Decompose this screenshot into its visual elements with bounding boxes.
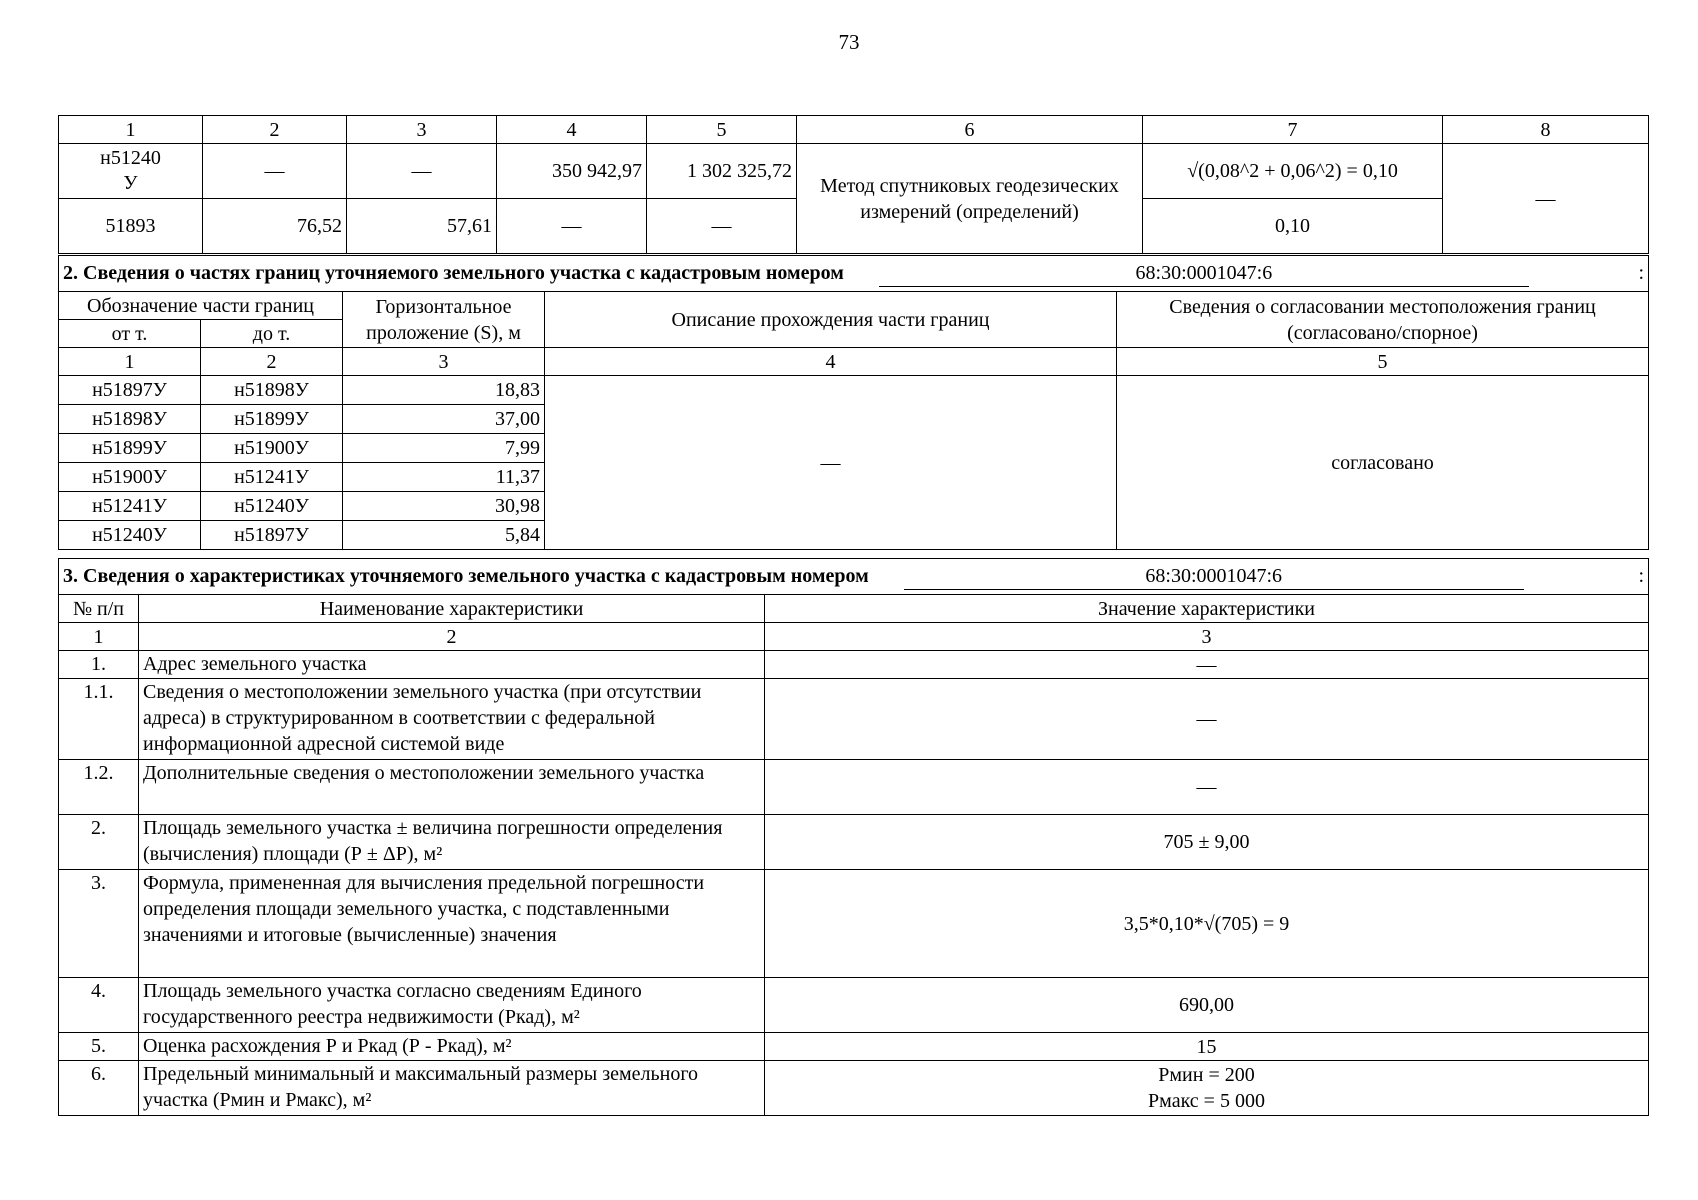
- designation-header: Обозначение части границ: [59, 292, 343, 320]
- cell-value: 76,52: [203, 199, 347, 254]
- name-header: Наименование характеристики: [139, 595, 765, 623]
- col-number: 1: [59, 348, 201, 376]
- table-row: [59, 815, 1649, 870]
- section3-table: [58, 558, 1649, 1116]
- characteristic-name: Адрес земельного участка: [139, 651, 765, 679]
- characteristic-value: 3,5*0,10*√(705) = 9: [765, 870, 1649, 978]
- distance: 37,00: [343, 405, 545, 434]
- col-number: 5: [1117, 348, 1649, 376]
- precision-value: 0,10: [1143, 199, 1443, 254]
- cell-value: —: [347, 144, 497, 199]
- row-number: 5.: [59, 1033, 139, 1061]
- section2-table: [58, 255, 1649, 550]
- characteristic-name: Оценка расхождения Р и Ркад (Р - Ркад), м²: [139, 1033, 765, 1061]
- table-row: [59, 870, 1649, 978]
- distance: 18,83: [343, 376, 545, 405]
- to-point: н51899У: [201, 405, 343, 434]
- col-number: 4: [497, 116, 647, 144]
- distance: 5,84: [343, 521, 545, 550]
- section3-cadastral: 68:30:0001047:6: [904, 563, 1524, 590]
- col-number: 1: [59, 116, 203, 144]
- col-number: 1: [59, 623, 139, 651]
- to-point: н51900У: [201, 434, 343, 463]
- distance: 7,99: [343, 434, 545, 463]
- col-number: 2: [201, 348, 343, 376]
- col-number: 3: [347, 116, 497, 144]
- boundary-table: [58, 115, 1649, 254]
- point-name: н51240 У: [59, 144, 203, 199]
- row-number: 1.1.: [59, 679, 139, 760]
- col-number: 8: [1443, 116, 1649, 144]
- from-point: н51899У: [59, 434, 201, 463]
- characteristic-value: 15: [765, 1033, 1649, 1061]
- description-header: Описание прохождения части границ: [545, 292, 1117, 348]
- page-number: 73: [838, 30, 860, 54]
- from-point: н51897У: [59, 376, 201, 405]
- to-point: н51898У: [201, 376, 343, 405]
- characteristic-value: —: [765, 760, 1649, 815]
- characteristic-value: —: [765, 651, 1649, 679]
- table-row: [59, 760, 1649, 815]
- to-point: н51241У: [201, 463, 343, 492]
- characteristic-value: 690,00: [765, 978, 1649, 1033]
- characteristic-name: Площадь земельного участка ± величина погрешности определения (вычисления) площади (Р ± ΔР), м²: [139, 815, 765, 870]
- precision-formula: √(0,08^2 + 0,06^2) = 0,10: [1143, 144, 1443, 199]
- section2-heading: [59, 256, 1649, 292]
- from-header: от т.: [59, 320, 201, 348]
- row-number: 1.: [59, 651, 139, 679]
- to-point: н51897У: [201, 521, 343, 550]
- col8-value: —: [1443, 144, 1649, 254]
- characteristic-name: Предельный минимальный и максимальный размеры земельного участка (Рмин и Рмакс), м²: [139, 1061, 765, 1116]
- agreement-value: согласовано: [1117, 376, 1649, 550]
- col-number: 5: [647, 116, 797, 144]
- value-header: Значение характеристики: [765, 595, 1649, 623]
- characteristic-value: 705 ± 9,00: [765, 815, 1649, 870]
- table-row: [59, 978, 1649, 1033]
- horizontal-header: Горизонтальное проложение (S), м: [343, 292, 545, 348]
- section2-title: 2. Сведения о частях границ уточняемого земельного участка с кадастровым номером: [63, 262, 844, 284]
- row-number: 1.2.: [59, 760, 139, 815]
- col-number: 6: [797, 116, 1143, 144]
- row-number: 4.: [59, 978, 139, 1033]
- to-header: до т.: [201, 320, 343, 348]
- col-number: 4: [545, 348, 1117, 376]
- section2-cadastral: 68:30:0001047:6: [879, 260, 1529, 287]
- coord-y: —: [647, 199, 797, 254]
- num-header: № п/п: [59, 595, 139, 623]
- agreement-header: Сведения о согласовании местоположения границ (согласовано/спорное): [1117, 292, 1649, 348]
- col-number: 7: [1143, 116, 1443, 144]
- section2-colon: :: [1638, 262, 1645, 284]
- row-number: 2.: [59, 815, 139, 870]
- table-row: [59, 1061, 1649, 1116]
- from-point: н51900У: [59, 463, 201, 492]
- from-point: н51241У: [59, 492, 201, 521]
- min-size: Рмин = 200: [1158, 1064, 1255, 1086]
- characteristic-value: —: [765, 679, 1649, 760]
- coord-x: —: [497, 199, 647, 254]
- characteristic-name: Дополнительные сведения о местоположении земельного участка: [139, 760, 765, 815]
- section3-title: 3. Сведения о характеристиках уточняемого земельного участка с кадастровым номером: [63, 565, 869, 587]
- characteristic-name: Формула, примененная для вычисления предельной погрешности определения площади земельного участка, с подставленными значениями и итоговые (вычисленные) значения: [139, 870, 765, 978]
- coord-x: 350 942,97: [497, 144, 647, 199]
- section3-heading: [59, 559, 1649, 595]
- from-point: н51240У: [59, 521, 201, 550]
- point-name: 51893: [59, 199, 203, 254]
- cell-value: —: [203, 144, 347, 199]
- table-row: [59, 651, 1649, 679]
- table-row: [59, 376, 1649, 405]
- characteristic-name: Площадь земельного участка согласно сведениям Единого государственного реестра недвижимости (Ркад), м²: [139, 978, 765, 1033]
- col-number: 2: [139, 623, 765, 651]
- max-size: Рмакс = 5 000: [1148, 1090, 1265, 1112]
- from-point: н51898У: [59, 405, 201, 434]
- col-number: 2: [203, 116, 347, 144]
- col-number: 3: [765, 623, 1649, 651]
- cell-value: 57,61: [347, 199, 497, 254]
- distance: 30,98: [343, 492, 545, 521]
- table-row: [59, 679, 1649, 760]
- section3-colon: :: [1638, 565, 1644, 587]
- coord-y: 1 302 325,72: [647, 144, 797, 199]
- col-number: 3: [343, 348, 545, 376]
- description-value: —: [545, 376, 1117, 550]
- characteristic-name: Сведения о местоположении земельного участка (при отсутствии адреса) в структурированном в соответствии с федеральной информационной адресной системой виде: [139, 679, 765, 760]
- row-number: 3.: [59, 870, 139, 978]
- to-point: н51240У: [201, 492, 343, 521]
- row-number: 6.: [59, 1061, 139, 1116]
- table-row: [59, 1033, 1649, 1061]
- method-cell: Метод спутниковых геодезических измерений (определений): [797, 144, 1143, 254]
- characteristic-value: [765, 1061, 1649, 1116]
- distance: 11,37: [343, 463, 545, 492]
